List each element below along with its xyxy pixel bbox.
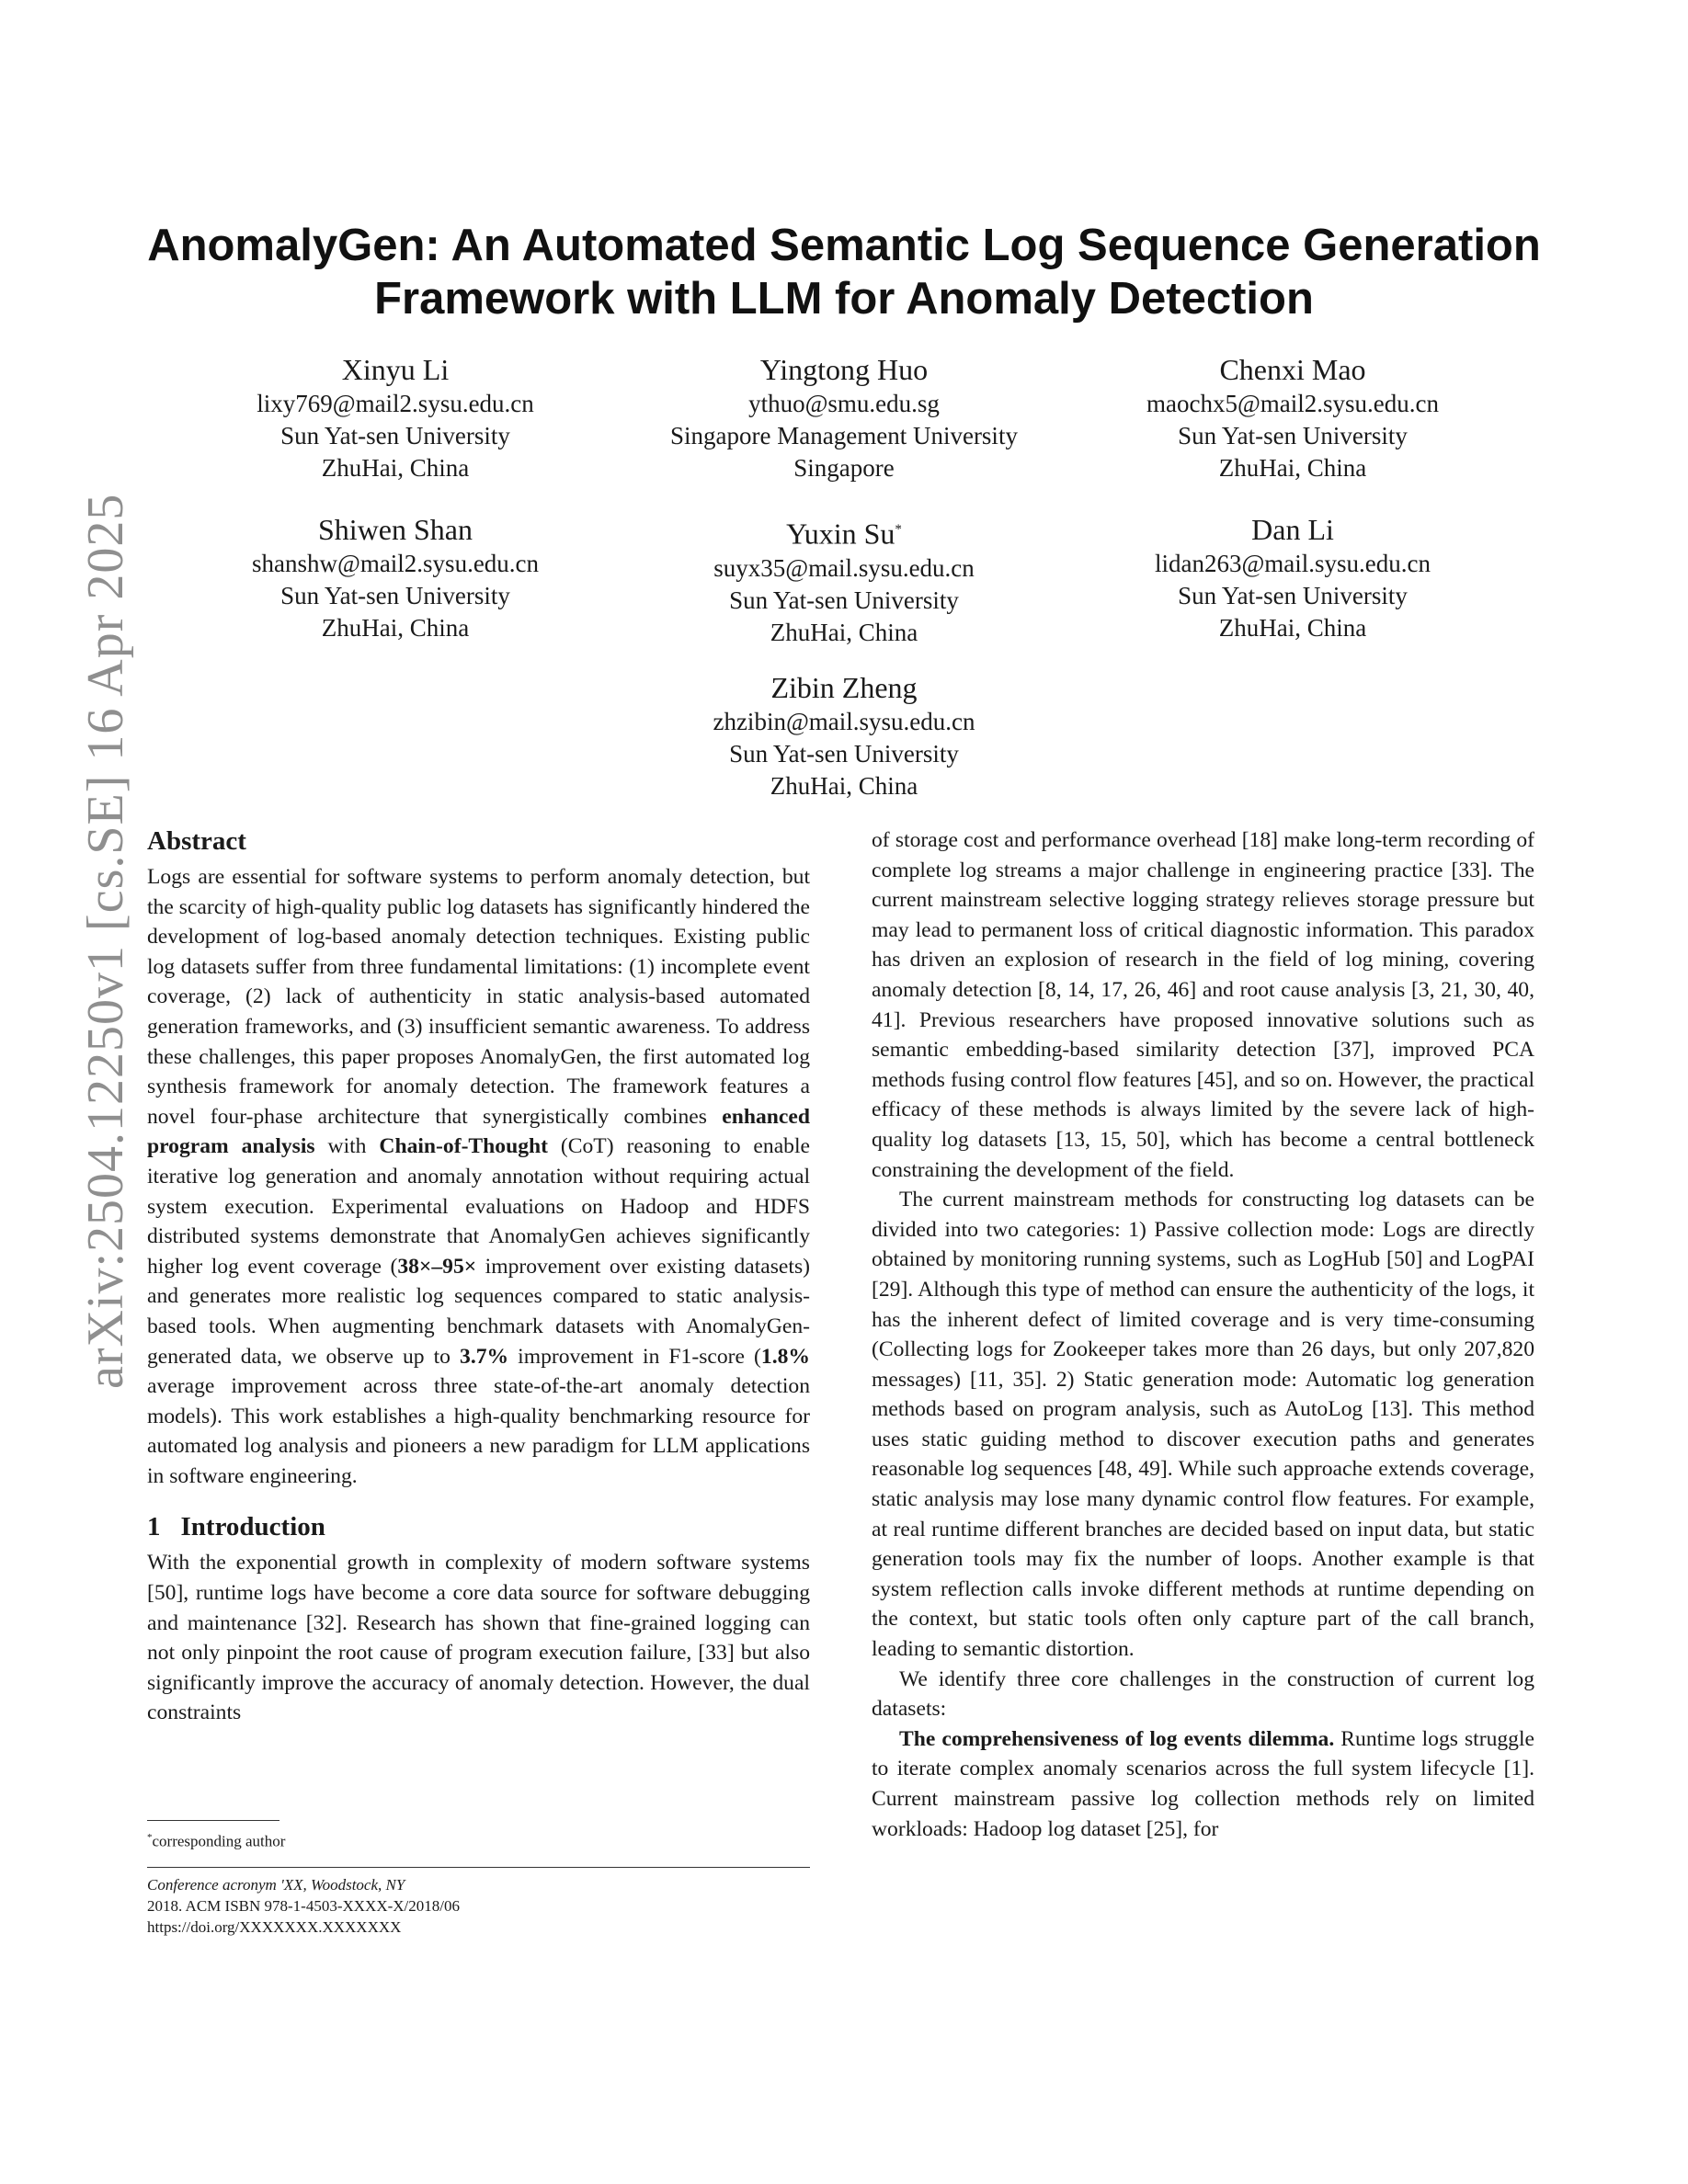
author-name: Chenxi Mao: [1219, 353, 1366, 386]
author-block: [587, 511, 1101, 649]
section-title: Introduction: [180, 1512, 325, 1542]
footnote-divider: [147, 1820, 279, 1821]
author-name: Dan Li: [1251, 513, 1334, 546]
author-name: Yingtong Huo: [759, 353, 929, 386]
footnote-text: corresponding author: [152, 1832, 286, 1850]
abstract-emphasis: enhanced program analysis: [147, 1104, 810, 1159]
conference-isbn: 2018. ACM ISBN 978-1-4503-XXXX-X/2018/06: [147, 1897, 460, 1915]
author-affiliation: Sun Yat-sen University: [729, 586, 959, 614]
author-block: [587, 669, 1101, 802]
author-email: zhzibin@mail.sysu.edu.cn: [713, 708, 975, 735]
author-name: Xinyu Li: [341, 353, 450, 386]
left-column: [147, 824, 810, 1728]
body-paragraph: of storage cost and performance overhead [18] make long-term recording of complete log streams a major challenge in engineering practice [33]. The current mainstream selective logging strategy relieves storage pressure but may lead to permanent loss of critical diagnostic information. This paradox has driven an explosion of research in the field of log mining, covering anomaly detection [8, 14, 17, 26, 46] and root cause analysis [3, 21, 30, 40, 41]. Previous researchers have proposed innovative solutions such as semantic embedding-based similarity detection [37], improved PCA methods fusing control flow features [45], and so on. However, the practical efficacy of these methods is always limited by the severe lack of high-quality log datasets [13, 15, 50], which has become a central bottleneck constraining the development of the field.: [872, 828, 1534, 1182]
introduction-paragraph: With the exponential growth in complexity of modern software systems [50], runtime logs have become a core data source for software debugging and maintenance [32]. Research has shown that fine-grained logging can not only pinpoint the root cause of program execution failure, [33] but also significantly improve the accuracy of anomaly detection. However, the dual constraints: [147, 1551, 810, 1725]
abstract-heading: Abstract: [147, 826, 246, 856]
section-number: 1: [147, 1512, 161, 1542]
title-line-1: AnomalyGen: An Automated Semantic Log Sequence Generation: [147, 221, 1541, 270]
author-email: lidan263@mail.sysu.edu.cn: [1154, 550, 1431, 577]
abstract-text: average improvement across three state-of-the-art anomaly detection models). This work establishes a high-quality benchmarking resource for automated log analysis and pioneers a new paradigm for LLM applications in software engineering.: [147, 1374, 810, 1488]
author-name: [587, 511, 1101, 552]
author-email: maochx5@mail2.sysu.edu.cn: [1146, 390, 1440, 417]
abstract-emphasis: Chain-of-Thought: [379, 1134, 548, 1159]
author-affiliation: Sun Yat-sen University: [1178, 582, 1408, 609]
author-location: ZhuHai, China: [1218, 454, 1367, 482]
author-name: Shiwen Shan: [318, 513, 473, 546]
introduction-heading: [147, 1509, 810, 1544]
abstract-text: Logs are essential for software systems to perform anomaly detection, but the scarcity of high-quality public log datasets has significantly hindered the development of log-based anomaly detection techniques. Existing public log datasets suffer from three fundamental limitations: (1) incomplete event coverage, (2) lack of authenticity in static analysis-based automated generation frameworks, and (3) insufficient semantic awareness. To address these challenges, this paper proposes AnomalyGen, the first automated log synthesis framework for anomaly detection. The framework features a novel four-phase architecture that synergistically combines: [147, 865, 810, 1129]
conference-venue: Conference acronym 'XX, Woodstock, NY: [147, 1876, 405, 1894]
arxiv-identifier-stamp: arXiv:2504.12250v1 [cs.SE] 16 Apr 2025: [77, 493, 134, 1389]
abstract-emphasis: 1.8%: [760, 1344, 810, 1369]
abstract-emphasis: 3.7%: [460, 1344, 509, 1369]
abstract-paragraph: [147, 862, 810, 1491]
title-line-2: Framework with LLM for Anomaly Detection: [374, 274, 1314, 324]
author-location: ZhuHai, China: [770, 618, 918, 646]
author-email: shanshw@mail2.sysu.edu.cn: [251, 550, 540, 577]
author-email: lixy769@mail2.sysu.edu.cn: [257, 390, 534, 417]
author-block: [1035, 351, 1550, 484]
author-affiliation: Sun Yat-sen University: [729, 740, 959, 768]
author-location: ZhuHai, China: [1218, 614, 1367, 642]
right-column: [872, 825, 1534, 1844]
abstract-emphasis: 38×–95×: [397, 1254, 477, 1279]
footnote: [147, 1827, 285, 1852]
author-location: ZhuHai, China: [321, 454, 470, 482]
conference-divider: [147, 1867, 810, 1868]
author-affiliation: Sun Yat-sen University: [1178, 422, 1408, 449]
author-location: Singapore: [793, 454, 895, 482]
corresponding-author-mark: *: [895, 522, 902, 537]
abstract-text: improvement in F1-score (: [508, 1344, 761, 1369]
body-paragraph: [872, 1724, 1534, 1844]
conference-doi: https://doi.org/XXXXXXX.XXXXXXX: [147, 1918, 402, 1936]
author-block: [138, 351, 653, 484]
author-affiliation: Singapore Management University: [670, 422, 1018, 449]
author-affiliation: Sun Yat-sen University: [280, 582, 510, 609]
abstract-text: improvement over existing datasets) and generates more realistic log sequences compared to static analysis-based tools. When augmenting benchmark datasets with AnomalyGen-generated data, we observe up to: [147, 1254, 810, 1369]
author-affiliation: Sun Yat-sen University: [280, 422, 510, 449]
author-email: suyx35@mail.sysu.edu.cn: [713, 553, 975, 582]
paper-title: [129, 219, 1559, 325]
footnote-mark: *: [147, 1832, 153, 1843]
body-paragraph: The current mainstream methods for constructing log datasets can be divided into two categories: 1) Passive collection mode: Logs are directly obtained by monitoring running systems, such as LogHub [50] and LogPAI [29]. Although this type of method can ensure the authenticity of the logs, it has the inherent defect of limited coverage and is very time-consuming (Collecting logs for Zookeeper takes more than 26 days, but only 207,820 messages) [11, 35]. 2) Static generation mode: Automatic log generation methods based on program analysis, such as AutoLog [13]. This method uses static guiding method to discover execution paths and generates reasonable log sequences [48, 49]. While such approache extends coverage, static analysis may lose many dynamic control flow features. For example, at real runtime different branches are decided based on input data, but static generation tools may fix the number of loops. Another example is that system reflection calls invoke different methods at runtime depending on the context, but static tools often only capture part of the call branch, leading to semantic distortion.: [872, 1188, 1534, 1662]
body-paragraph: We identify three core challenges in the construction of current log datasets:: [872, 1666, 1534, 1722]
abstract-text: with: [314, 1134, 380, 1159]
author-block: [587, 351, 1101, 484]
challenge-text: Runtime logs struggle to iterate complex anomaly scenarios across the full system lifecycle [1]. Current mainstream passive log collection methods rely on limited workloads: Hadoop log dataset [25], for: [872, 1726, 1534, 1841]
author-email: ythuo@smu.edu.sg: [748, 390, 940, 417]
author-name-text: Yuxin Su: [786, 517, 895, 551]
challenge-title: The comprehensiveness of log events dilemma.: [899, 1726, 1335, 1751]
author-block: [138, 511, 653, 644]
author-block: [1035, 511, 1550, 644]
author-location: ZhuHai, China: [770, 772, 918, 800]
conference-info: [147, 1874, 460, 1938]
abstract-text: (CoT) reasoning to enable iterative log generation and anomaly annotation without requiring actual system execution. Experimental evaluations on Hadoop and HDFS distributed systems demonstrate that AnomalyGen achieves significantly higher log event coverage (: [147, 1134, 810, 1279]
author-name: Zibin Zheng: [770, 671, 918, 704]
author-location: ZhuHai, China: [321, 614, 470, 642]
